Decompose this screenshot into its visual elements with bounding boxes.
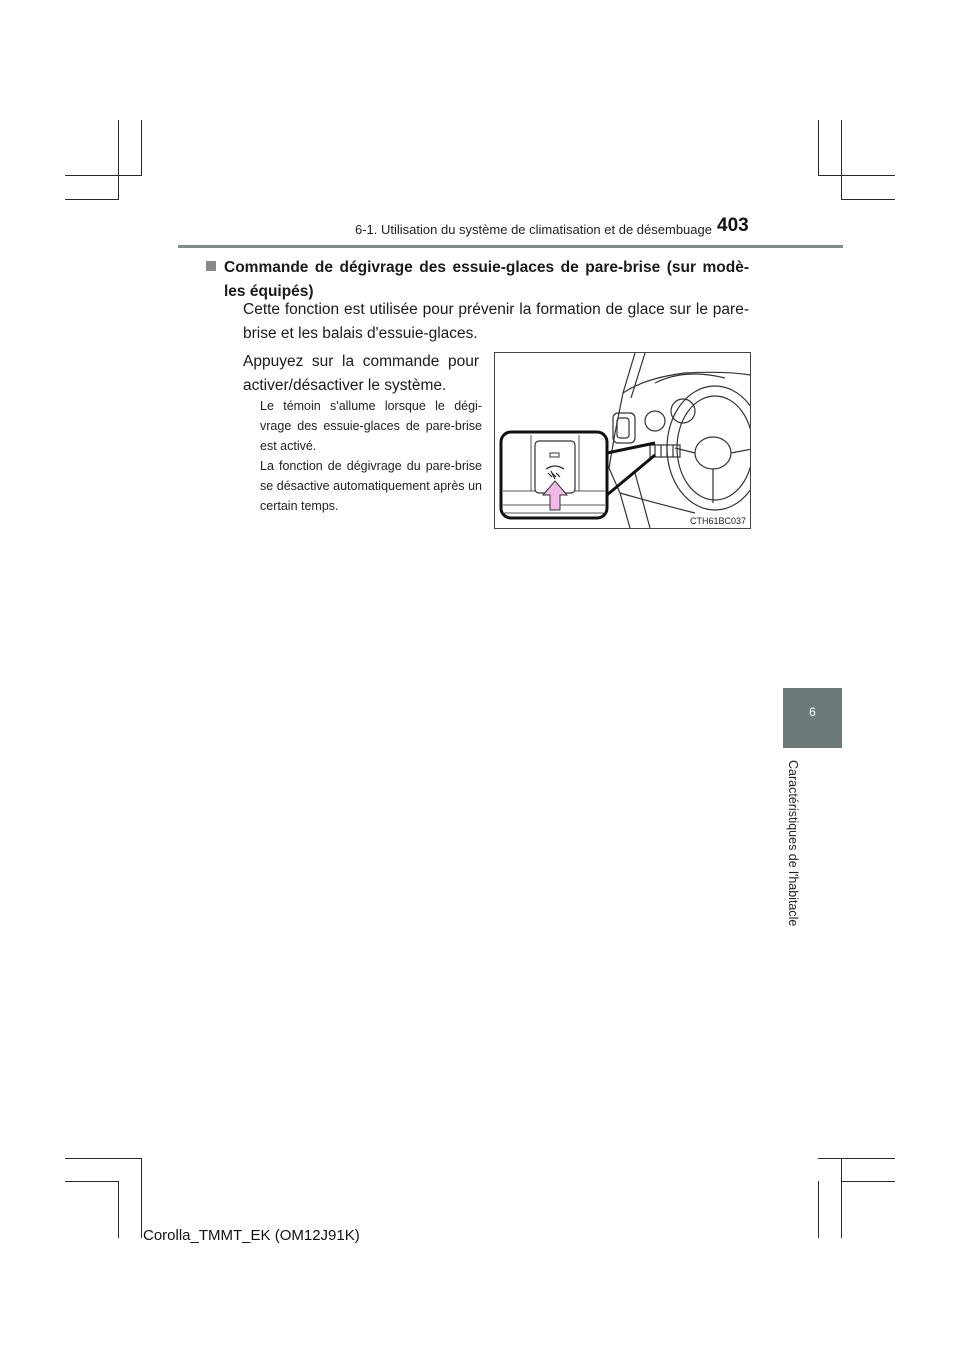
section-heading (224, 256, 749, 304)
note-auto-off: La fonction de dégivrage du pare-brise se désactive automatiquement après un certain temps. (260, 459, 482, 513)
note-indicator: Le témoin s'allume lorsque le dégi-vrage des essuie-glaces de pare-brise est activé. (260, 399, 482, 453)
figure-code: CTH61BC037 (689, 516, 746, 526)
crop-mark (65, 175, 142, 176)
crop-mark (841, 1158, 842, 1238)
crop-mark (141, 1158, 142, 1238)
crop-mark (65, 199, 119, 200)
crop-mark (841, 120, 842, 200)
dashboard-drawing (495, 353, 750, 528)
page-number: 403 (717, 215, 749, 236)
crop-mark (141, 120, 142, 175)
crop-mark (65, 1181, 119, 1182)
crop-mark (841, 199, 895, 200)
intro-paragraph: Cette fonction est utilisée pour prévenir la formation de glace sur le pare-brise et les balais d'essuie-glaces. (243, 301, 749, 342)
section-heading-text: Commande de dégivrage des essuie-glaces de pare-brise (sur modè-les équipés) (224, 259, 749, 300)
crop-mark (118, 1181, 119, 1238)
crop-mark (65, 1158, 142, 1159)
crop-mark (118, 120, 119, 200)
crop-mark (818, 175, 895, 176)
header-rule (178, 245, 843, 248)
crop-mark (818, 1181, 819, 1238)
chapter-number: 6 (809, 705, 816, 719)
dashboard-illustration (494, 352, 751, 529)
instruction-paragraph: Appuyez sur la commande pour activer/désactiver le système. (243, 353, 479, 394)
footer-model-code: Corolla_TMMT_EK (OM12J91K) (143, 1227, 360, 1244)
crop-mark (818, 1158, 895, 1159)
chapter-label: Caractéristiques de l'habitacle (786, 760, 800, 927)
crop-mark (841, 1181, 895, 1182)
square-bullet-icon (206, 261, 216, 271)
crop-mark (818, 120, 819, 175)
chapter-label-wrap (776, 760, 816, 940)
running-header-title: 6-1. Utilisation du système de climatisation et de désembuage (355, 222, 712, 237)
